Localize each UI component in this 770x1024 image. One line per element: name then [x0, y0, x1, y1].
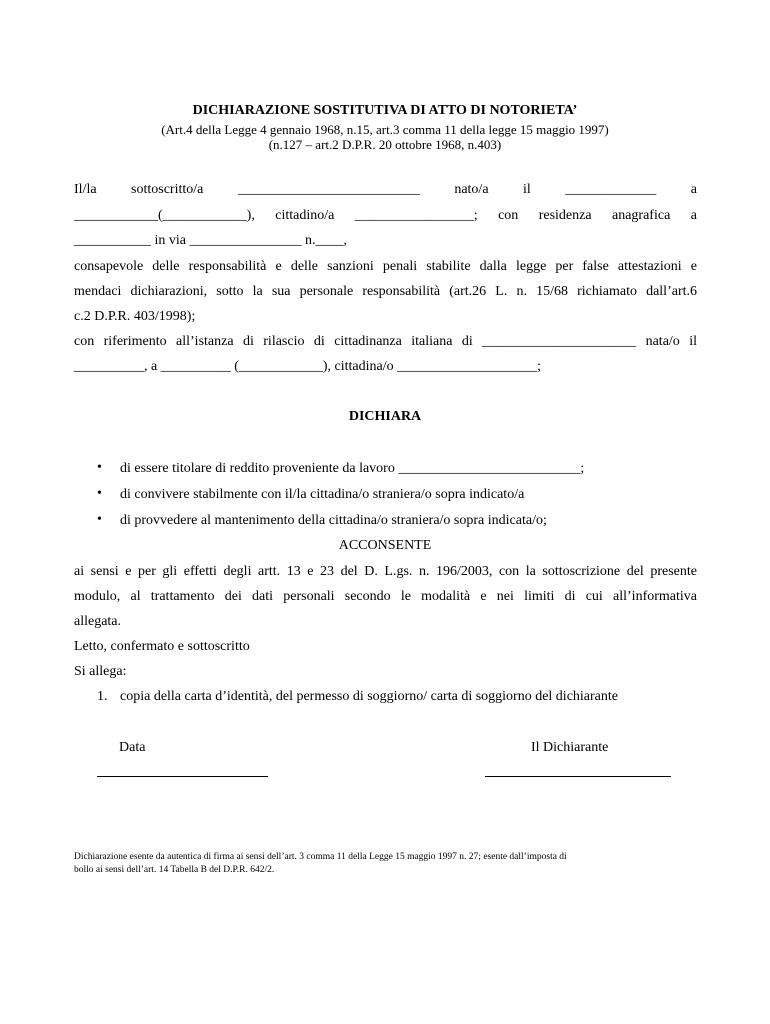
dichiara-heading: DICHIARA: [348, 409, 422, 424]
address-line[interactable]: ___________ in via ________________ n.____,: [74, 233, 347, 248]
intro-line-7[interactable]: con riferimento all’istanza di rilascio di cittadinanza italiana di ______________________ nata/o il: [74, 334, 697, 349]
word: cittadino/a: [275, 208, 335, 223]
intro-line-2: [74, 208, 697, 224]
footnote-line-2: bollo ai sensi dell’art. 14 Tabella B del D.P.R. 642/2.: [74, 865, 275, 875]
word: anagrafica: [612, 208, 671, 223]
name-blank[interactable]: __________________________: [237, 182, 420, 197]
word: sottoscritto/a: [131, 182, 204, 197]
intro-line-5: mendaci dichiarazioni, sotto la sua personale responsabilità (art.26 L. n. 15/68 richiamato dall’art.6: [74, 284, 697, 299]
word: il: [523, 182, 531, 197]
bullet-icon: •: [97, 512, 102, 527]
word: Il/la: [74, 182, 97, 197]
intro-line-6: c.2 D.P.R. 403/1998);: [74, 309, 196, 324]
citizenship-blank[interactable]: _________________;: [354, 208, 478, 223]
word: con: [498, 208, 519, 223]
intro-line-4: consapevole delle responsabilità e delle sanzioni penali stabilite dalla legge per false attestazioni e: [74, 259, 697, 274]
document-subtitle-dpr: (n.127 – art.2 D.P.R. 20 ottobre 1968, n.403): [268, 137, 502, 152]
document-title: DICHIARAZIONE SOSTITUTIVA DI ATTO DI NOTORIETA’: [192, 103, 578, 118]
dichiara-item-mantenimento: di provvedere al mantenimento della cittadina/o straniera/o sopra indicata/o;: [120, 513, 547, 528]
acconsente-heading: ACCONSENTE: [338, 538, 432, 553]
acconsente-line-1: ai sensi e per gli effetti degli artt. 13 e 23 del D. L.gs. n. 196/2003, con la sottoscrizione del presente: [74, 564, 697, 579]
signer-label: Il Dichiarante: [531, 740, 609, 755]
dichiara-item-reddito[interactable]: di essere titolare di reddito proveniente da lavoro __________________________;: [120, 461, 585, 476]
intro-line-1: [74, 182, 697, 198]
si-allega: Si allega:: [74, 664, 127, 679]
acconsente-line-2: modulo, al trattamento dei dati personali secondo le modalità e nei limiti di cui all’informativa: [74, 589, 697, 604]
word: residenza: [538, 208, 592, 223]
word: a: [690, 208, 697, 223]
word: nato/a: [454, 182, 489, 197]
intro-line-8[interactable]: __________, a __________ (____________), cittadina/o ____________________;: [74, 359, 542, 374]
letto-confermato: Letto, confermato e sottoscritto: [74, 639, 250, 654]
birthdate-blank[interactable]: _____________: [565, 182, 657, 197]
date-signature-line[interactable]: [97, 776, 268, 777]
dichiara-item-convivenza: di convivere stabilmente con il/la cittadina/o straniera/o sopra indicato/a: [120, 487, 525, 502]
attachment-item: copia della carta d’identità, del permesso di soggiorno/ carta di soggiorno del dichiarante: [120, 689, 618, 704]
bullet-icon: •: [97, 460, 102, 475]
word: a: [690, 182, 697, 197]
date-label: Data: [119, 740, 146, 755]
signer-signature-line[interactable]: [485, 776, 671, 777]
acconsente-line-3: allegata.: [74, 614, 122, 629]
document-subtitle-legge: (Art.4 della Legge 4 gennaio 1968, n.15, art.3 comma 11 della legge 15 maggio 1997): [161, 122, 609, 137]
attachment-number: 1.: [97, 689, 108, 704]
footnote-line-1: Dichiarazione esente da autentica di firma ai sensi dell’art. 3 comma 11 della Legge 15 maggio 1997 n. 27; esente dall’imposta di: [74, 852, 567, 862]
bullet-icon: •: [97, 486, 102, 501]
birthplace-blank[interactable]: ____________(____________),: [74, 208, 255, 223]
